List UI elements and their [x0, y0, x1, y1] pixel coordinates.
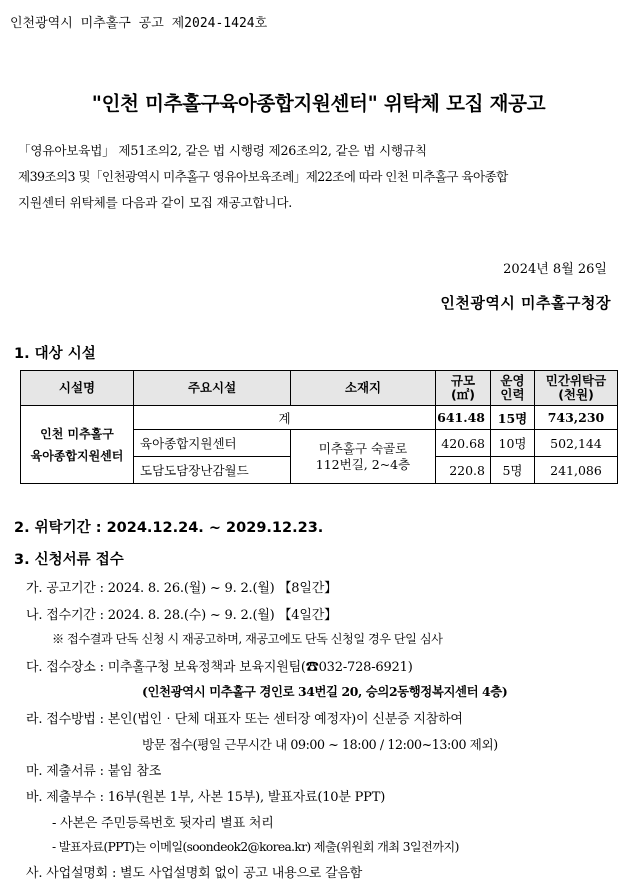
header-facility: 시설명 — [21, 371, 134, 406]
section1-heading: 1. 대상 시설 — [14, 346, 96, 362]
staff-cell: 10명 — [491, 430, 535, 457]
document-title: "인천 미추홀구육아종합지원센터" 위탁체 모집 재공고 — [91, 92, 546, 115]
notice-number: 인천광역시 미추홀구 공고 제2024-1424호 — [10, 16, 268, 31]
facility-cell: 도담도담장난감월드 — [134, 457, 291, 484]
header-scale: 규모 (㎡) — [436, 371, 491, 406]
area-cell: 220.8 — [436, 457, 491, 484]
header-staff: 운영 인력 — [491, 371, 535, 406]
section2-heading: 2. 위탁기간 : 2024.12.24. ~ 2029.12.23. — [14, 520, 324, 536]
table-row-total — [21, 406, 618, 430]
section3-heading: 3. 신청서류 접수 — [14, 552, 124, 568]
address-line: (인천광역시 미추홀구 경인로 34번길 20, 승의2동행정복지센터 4층) — [142, 684, 508, 699]
total-area: 641.48 — [436, 406, 491, 430]
area-cell: 420.68 — [436, 430, 491, 457]
issuer: 인천광역시 미추홀구청장 — [440, 294, 611, 312]
method-line-continued: 방문 접수(평일 근무시간 내 09:00 ~ 18:00 / 12:00~13:00 제외) — [142, 737, 498, 752]
total-label: 계 — [134, 406, 436, 430]
receipt-line: 나. 접수기간 : 2024. 8. 28.(수) ~ 9. 2.(월) 【4일간】 — [26, 608, 337, 623]
facility-cell: 육아종합지원센터 — [134, 430, 291, 457]
intro-line: 「영유아보육법」 제51조의2, 같은 법 시행령 제26조의2, 같은 법 시행규칙 — [18, 143, 427, 158]
fund-cell: 502,144 — [535, 430, 618, 457]
copies-line: 바. 제출부수 : 16부(원본 1부, 사본 15부), 발표자료(10분 PPT) — [26, 790, 386, 805]
documents-line: 마. 제출서류 : 붙임 참조 — [26, 764, 162, 779]
ppt-note-line: - 발표자료(PPT)는 이메일(soondeok2@korea.kr) 제출(위원회 개최 3일전까지) — [52, 840, 459, 854]
header-main-facility: 주요시설 — [134, 371, 291, 406]
total-staff: 15명 — [491, 406, 535, 430]
intro-line: 지원센터 위탁체를 다음과 같이 모집 재공고합니다. — [18, 195, 293, 210]
copies-note-line: - 사본은 주민등록번호 뒷자리 별표 처리 — [52, 816, 274, 831]
facility-name-cell: 인천 미추홀구 육아종합지원센터 — [21, 406, 134, 484]
header-location: 소재지 — [291, 371, 436, 406]
intro-line: 제39조의3 및「인천광역시 미추홀구 영유아보육조례」제22조에 따라 인천 미추홀구 육아종합 — [18, 169, 508, 184]
staff-cell: 5명 — [491, 457, 535, 484]
method-line: 라. 접수방법 : 본인(법인‧단체 대표자 또는 센터장 예정자)이 신분증 지참하여 — [26, 712, 463, 727]
header-fund: 민간위탁금 (천원) — [535, 371, 618, 406]
briefing-line: 사. 사업설명회 : 별도 사업설명회 없이 공고 내용으로 갈음함 — [26, 866, 363, 881]
notice-date: 2024년 8월 26일 — [503, 262, 607, 277]
note-line: ※ 접수결과 단독 신청 시 재공고하며, 재공고에도 단독 신청일 경우 단일 심사 — [52, 632, 443, 646]
fund-cell: 241,086 — [535, 457, 618, 484]
location-cell: 미추홀구 숙골로 112번길, 2~4층 — [291, 430, 436, 484]
receipt-period-line: 가. 공고기간 : 2024. 8. 26.(월) ~ 9. 2.(월) 【8일간】 — [26, 581, 337, 596]
total-fund: 743,230 — [535, 406, 618, 430]
facility-table — [20, 370, 618, 484]
location-line: 다. 접수장소 : 미추홀구청 보육정책과 보육지원팀(☎032-728-6921) — [26, 660, 413, 675]
table-header-row — [21, 371, 618, 406]
